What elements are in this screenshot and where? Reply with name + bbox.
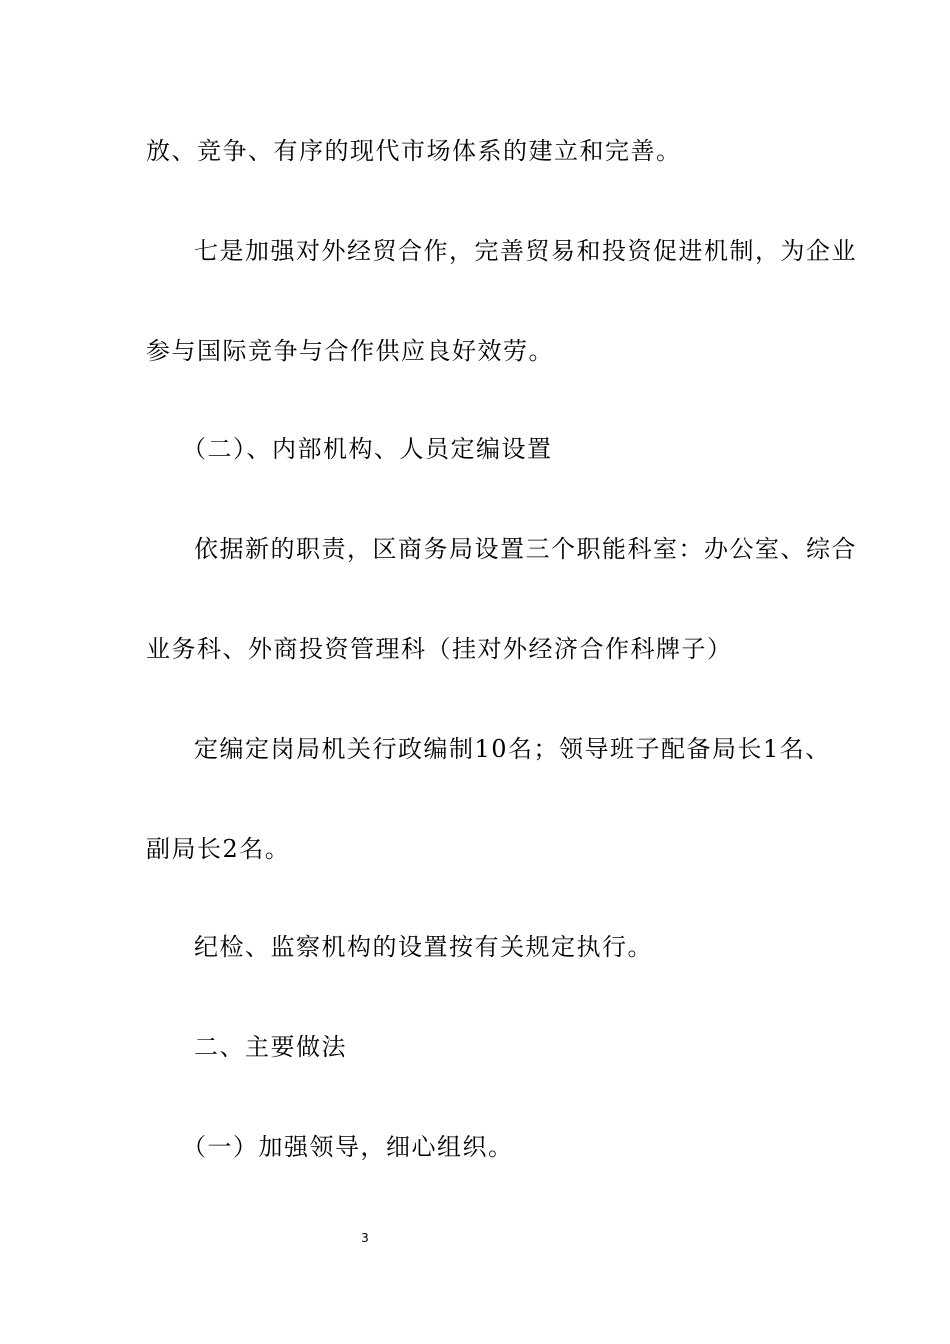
paragraph-line: 纪检、监察机构的设置按有关规定执行。: [194, 933, 653, 961]
paragraph-line: 七是加强对外经贸合作，完善贸易和投资促进机制，为企业: [194, 237, 857, 265]
paragraph-line: 副局长2名。: [146, 835, 291, 863]
section-heading: （一）加强领导，细心组织。: [182, 1133, 514, 1161]
page-number: 3: [361, 1231, 369, 1245]
paragraph-line: 业务科、外商投资管理科（挂对外经济合作科牌子）: [146, 635, 733, 663]
paragraph-line: 参与国际竞争与合作供应良好效劳。: [146, 337, 554, 365]
section-heading: 二、主要做法: [194, 1033, 347, 1061]
paragraph-line: 依据新的职责，区商务局设置三个职能科室：办公室、综合: [194, 535, 857, 563]
section-heading: （二）、内部机构、人员定编设置: [182, 435, 553, 463]
paragraph-line: 放、竞争、有序的现代市场体系的建立和完善。: [146, 137, 682, 165]
paragraph-line: 定编定岗局机关行政编制10名；领导班子配备局长1名、: [194, 735, 831, 763]
